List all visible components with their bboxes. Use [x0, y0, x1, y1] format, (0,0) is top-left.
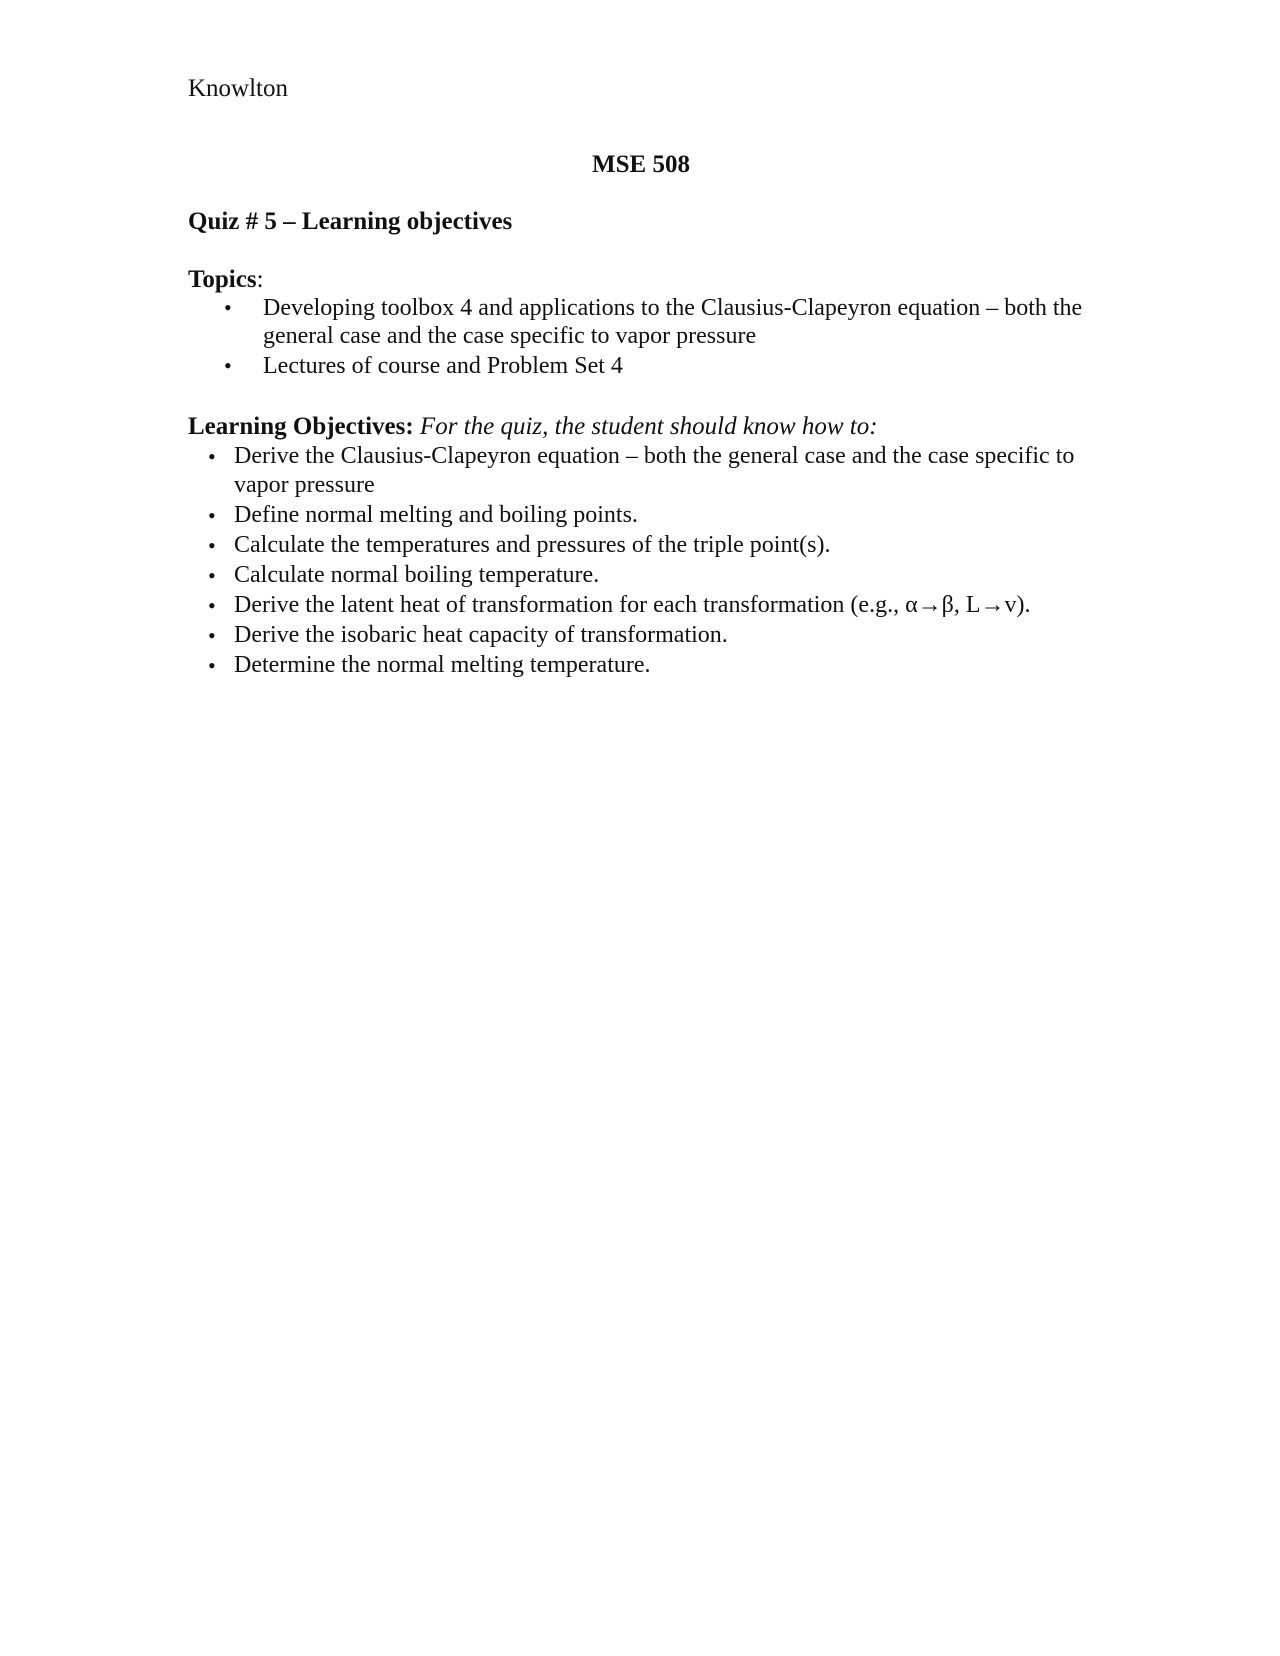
objective-item-text: Define normal melting and boiling points. — [234, 502, 638, 528]
objective-item — [188, 651, 1108, 680]
bullet-icon: • — [224, 353, 232, 378]
quiz-title: Quiz # 5 – Learning objectives — [188, 208, 513, 235]
objective-item-text: Determine the normal melting temperature. — [234, 652, 651, 678]
learning-objectives-heading — [188, 412, 878, 442]
bullet-icon: • — [208, 593, 216, 618]
objective-item — [188, 561, 1108, 590]
objective-item — [188, 591, 1108, 620]
objective-item-text: Derive the isobaric heat capacity of transformation. — [234, 622, 728, 648]
topic-item-text: Lectures of course and Problem Set 4 — [263, 353, 623, 379]
objective-item — [188, 621, 1108, 650]
learning-objectives-list — [188, 442, 1108, 681]
objective-item — [188, 531, 1108, 560]
topics-heading-label: Topics — [188, 266, 257, 293]
topics-heading-colon: : — [256, 266, 264, 293]
author-name: Knowlton — [188, 75, 288, 102]
learning-objectives-label: Learning Objectives: — [188, 413, 414, 440]
bullet-icon: • — [208, 653, 216, 678]
bullet-icon: • — [208, 533, 216, 558]
objective-item — [188, 442, 1108, 500]
topics-heading — [188, 265, 264, 295]
learning-objectives-intro: For the quiz, the student should know how to: — [419, 413, 878, 440]
topic-item — [188, 352, 1108, 380]
bullet-icon: • — [208, 623, 216, 648]
topics-list — [188, 294, 1108, 382]
bullet-icon: • — [208, 563, 216, 588]
objective-item-text: Derive the Clausius-Clapeyron equation – both the general case and the case specific to vapor pressure — [234, 443, 1075, 498]
objective-item — [188, 501, 1108, 530]
objective-item-text: Calculate normal boiling temperature. — [234, 562, 600, 588]
objective-item-text: Derive the latent heat of transformation for each transformation (e.g., α→β, L→v). — [234, 592, 1031, 618]
bullet-icon: • — [208, 503, 216, 528]
course-code: MSE 508 — [592, 151, 690, 178]
bullet-icon: • — [208, 444, 216, 469]
topic-item-text: Developing toolbox 4 and applications to the Clausius-Clapeyron equation – both the general case and the case specific to vapor pressure — [263, 295, 1083, 349]
course-title — [0, 150, 1280, 180]
bullet-icon: • — [224, 295, 232, 320]
objective-item-text: Calculate the temperatures and pressures of the triple point(s). — [234, 532, 831, 558]
topic-item — [188, 294, 1108, 350]
